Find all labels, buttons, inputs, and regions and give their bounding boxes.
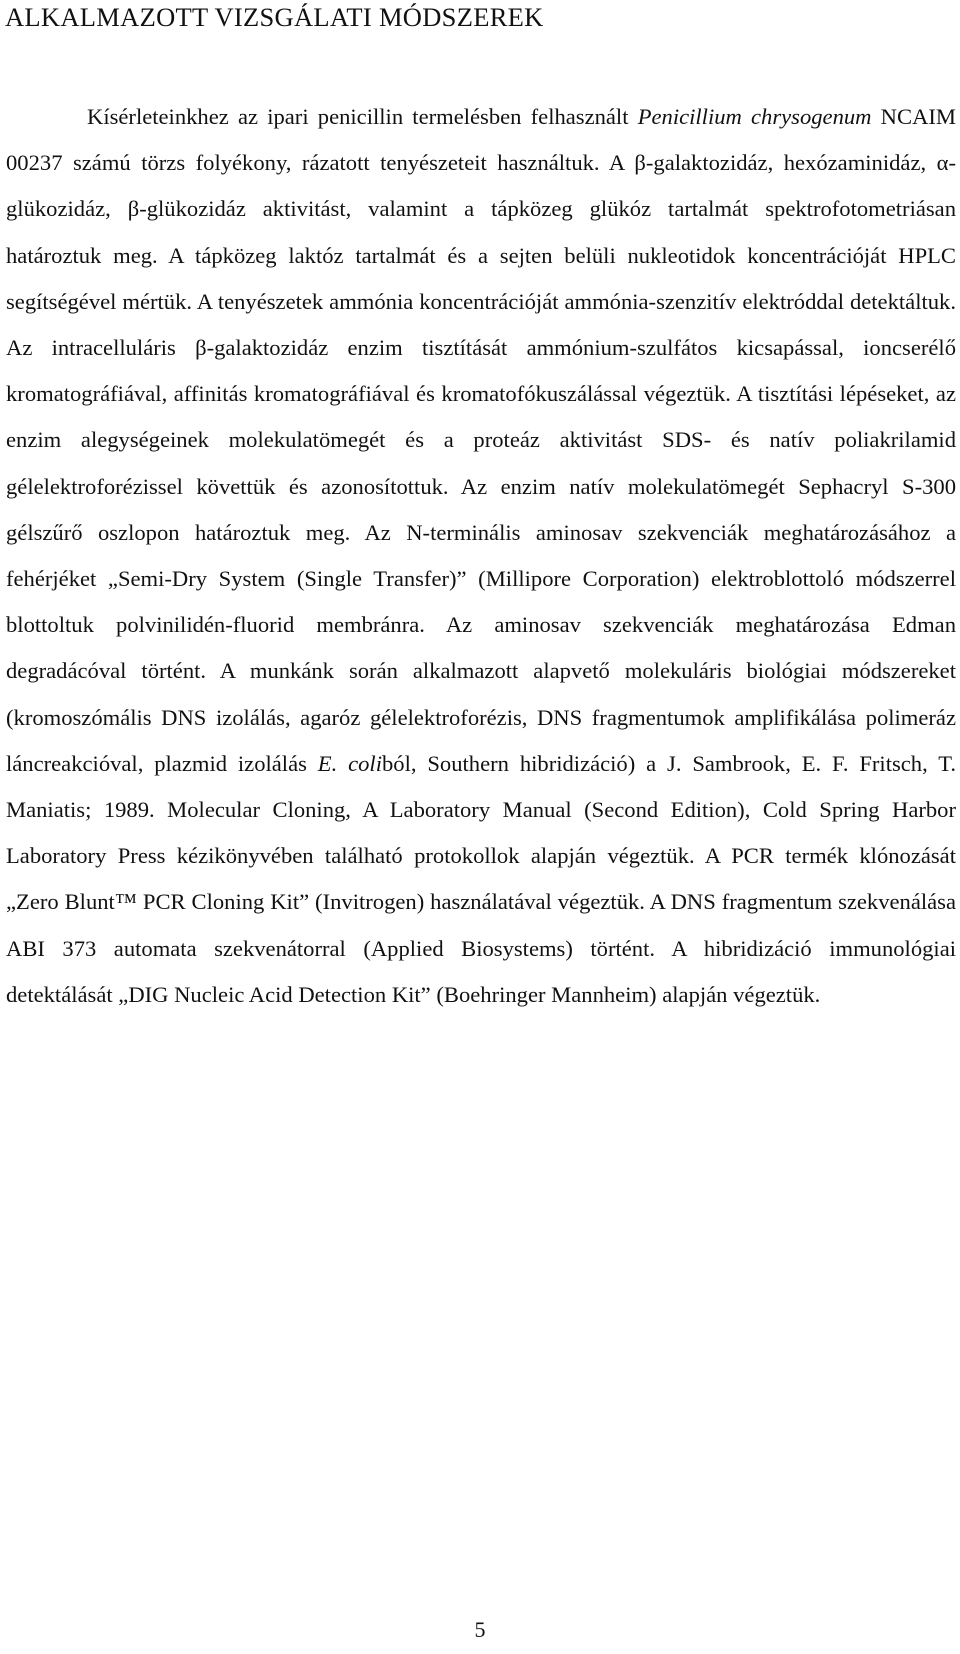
paragraph-segment: Kísérleteinkhez az ipari penicillin termelésben felhasznált <box>87 104 638 129</box>
body-paragraph <box>6 94 956 1018</box>
paragraph-segment: ból, Southern hibridizáció) a J. Sambrook, E. F. Fritsch, T. Maniatis; 1989. Molecular Cloning, A Laboratory Manual (Second Edition), Cold Spring Harbor Laboratory Press kézikönyvében található protokollok alapján végeztük. A PCR termék klónozását „Zero Blunt™ PCR Cloning Kit” (Invitrogen) használatával végeztük. A DNS fragmentum szekvenálása ABI 373 automata szekvenátorral (Applied Biosystems) történt. A hibridizáció immunológiai detektálását „DIG Nucleic Acid Detection Kit” (Boehringer Mannheim) alapján végeztük. <box>6 750 956 1007</box>
page-title: ALKALMAZOTT VIZSGÁLATI MÓDSZEREK <box>5 2 544 32</box>
organism-name-italic: E. coli <box>317 750 382 776</box>
organism-name-italic: Penicillium chrysogenum <box>637 104 872 129</box>
page-number: 5 <box>474 1617 486 1642</box>
paragraph-segment: NCAIM 00237 számú törzs folyékony, rázatott tenyészeteit használtuk. A β-galaktozidáz, hexózaminidáz, α-glükozidáz, β-glükozidáz aktivitást, valamint a tápközeg glükóz tartalmát spektrofotometriásan határoztuk meg. A tápközeg laktóz tartalmát és a sejten belüli nukleotidok koncentrációját HPLC segítségével mértük. A tenyészetek ammónia koncentrációját ammónia-szenzitív elektróddal detektáltuk. Az intracelluláris β-galaktozidáz enzim tisztítását ammónium-szulfátos kicsapással, ioncserélő kromatográfiával, affinitás kromatográfiával és kromatofókuszálással végeztük. A tisztítási lépéseket, az enzim alegységeinek molekulatömegét és a proteáz aktivitást SDS- és natív poliakrilamid gélelektroforézissel követtük és azonosítottuk. Az enzim natív molekulatömegét Sephacryl S-300 gélszűrő oszlopon határoztuk meg. Az N-terminális aminosav szekvenciák meghatározásához a fehérjéket „Semi-Dry System (Single Transfer)” (Millipore Corporation) elektroblottoló módszerrel blottoltuk polvinilidén-fluorid membránra. Az aminosav szekvenciák meghatározása Edman degradácóval történt. A munkánk során alkalmazott alapvető molekuláris biológiai módszereket (kromoszómális DNS izolálás, agaróz gélelektroforézis, DNS fragmentumok amplifikálása polimeráz láncreakcióval, plazmid izolálás <box>6 104 956 776</box>
